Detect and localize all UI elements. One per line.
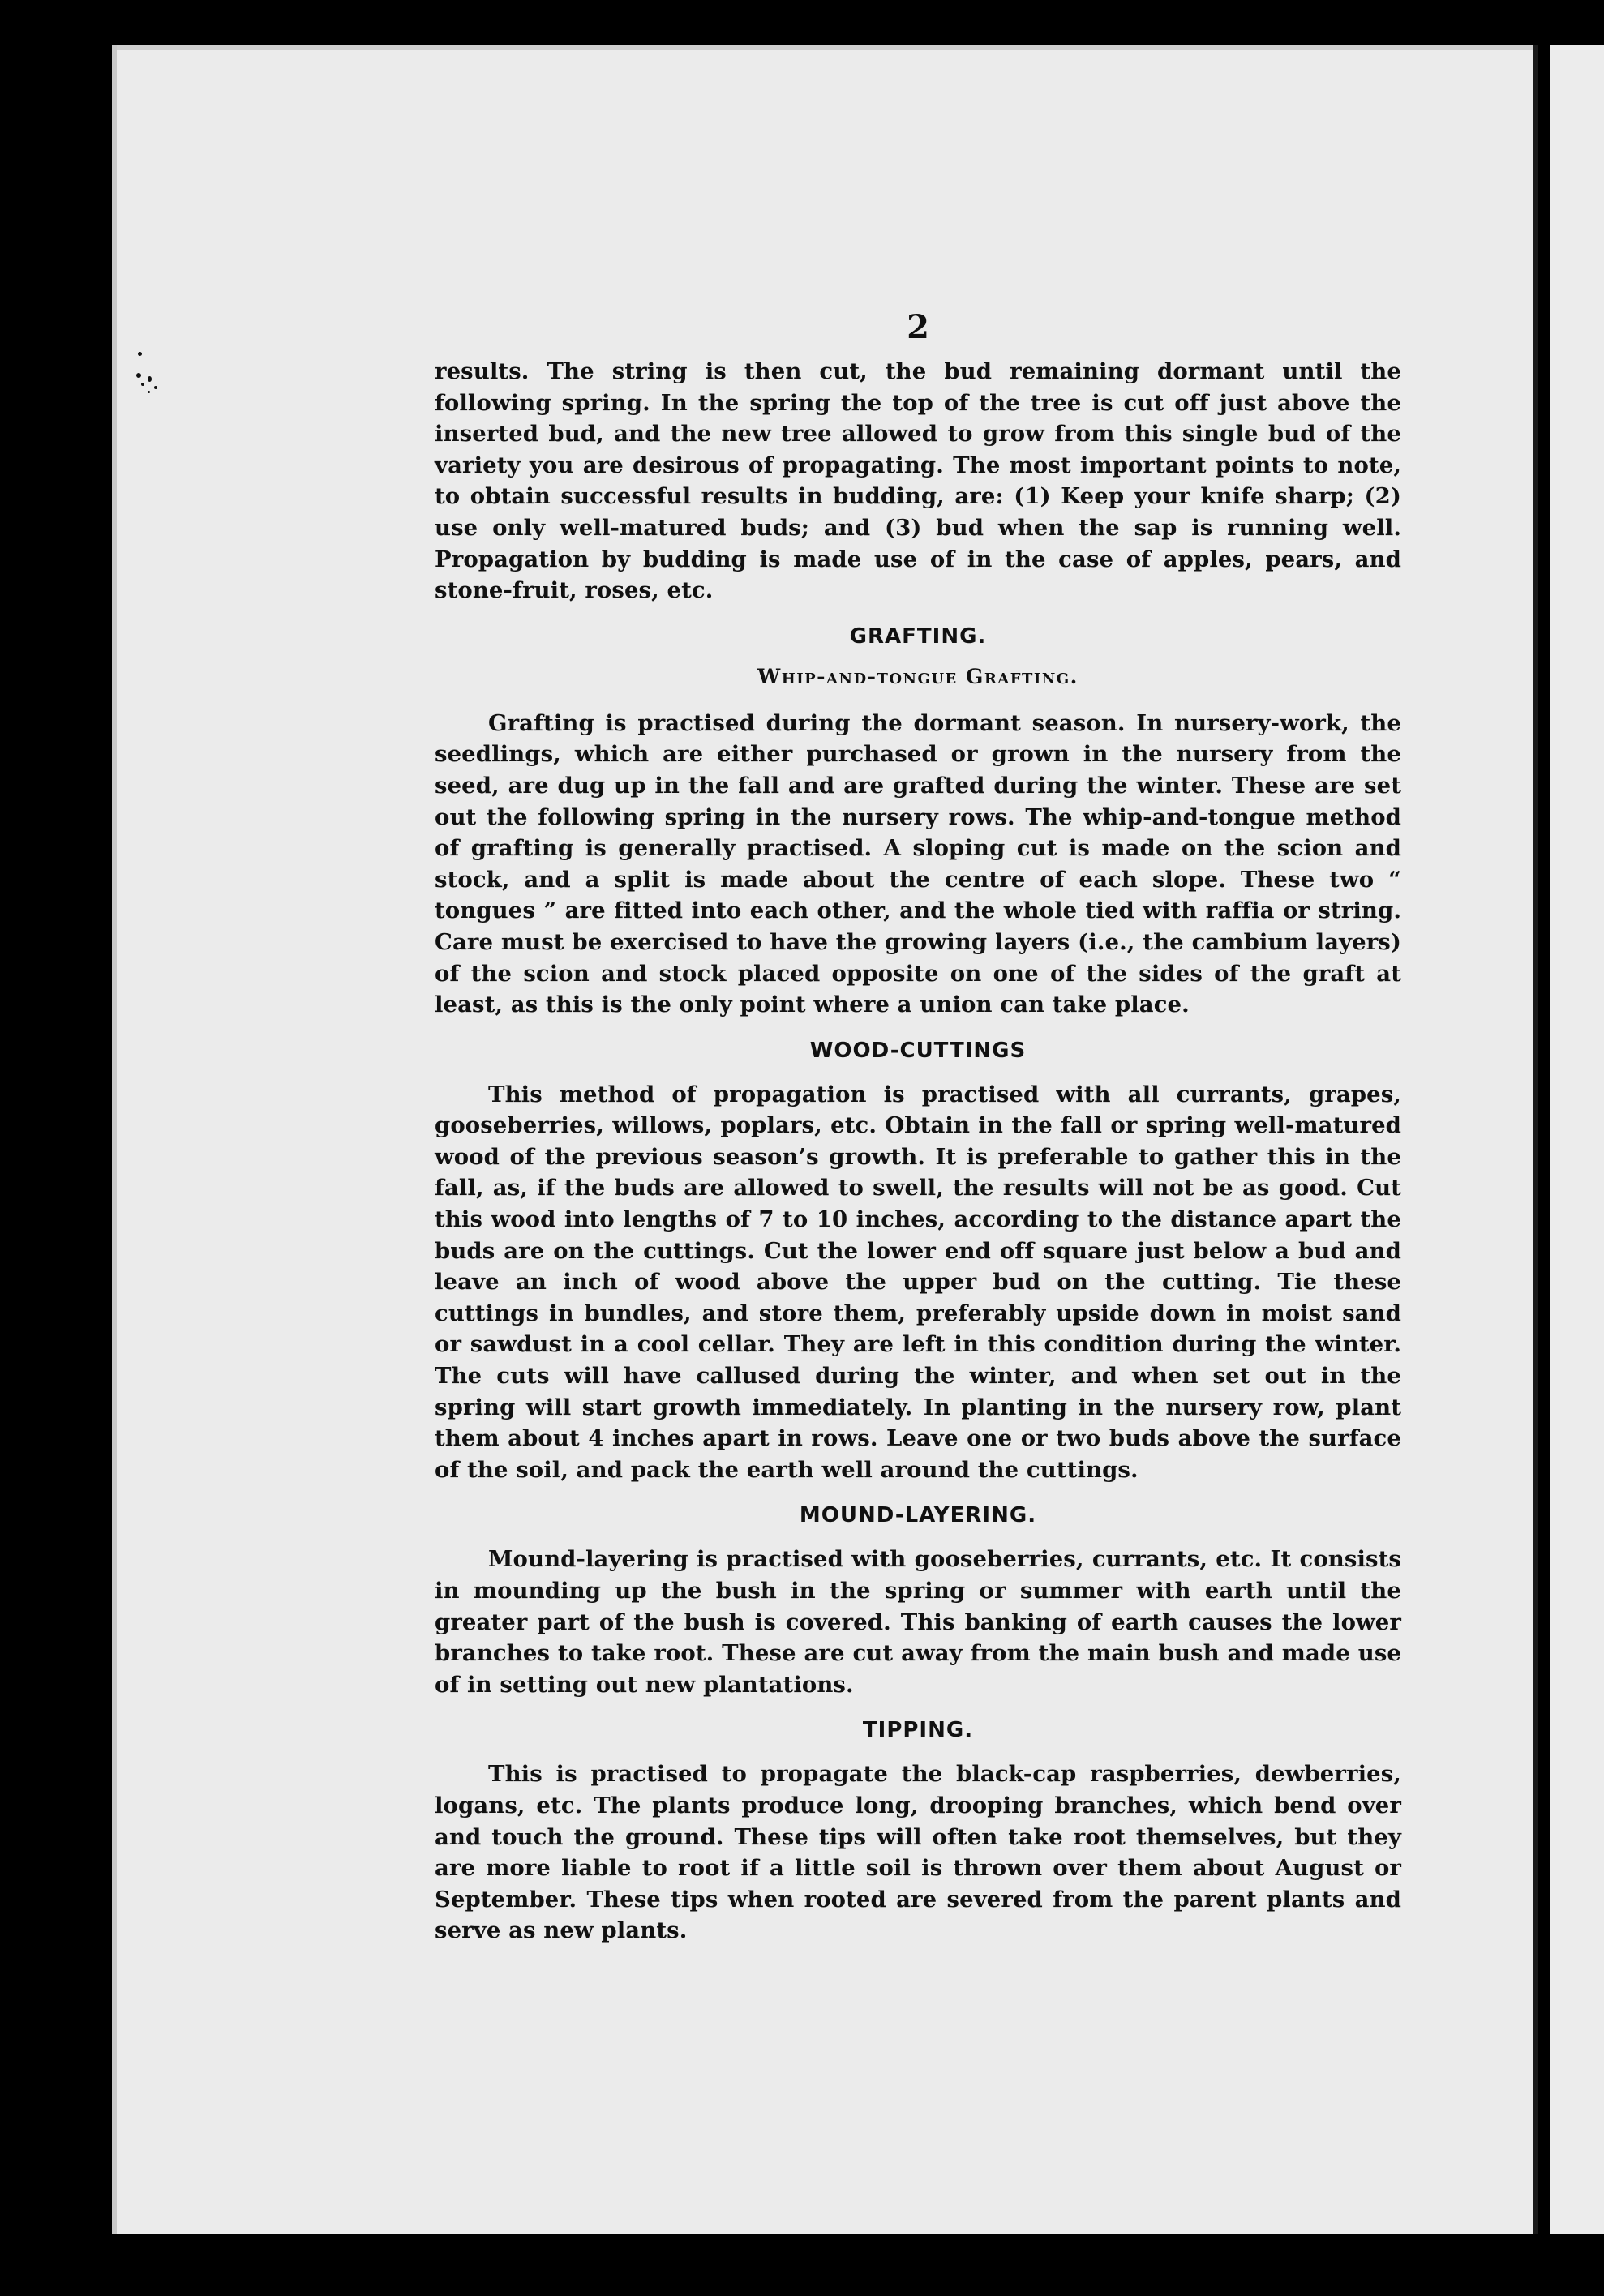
wood-cuttings-paragraph: This method of propagation is practised with all currants, grapes, gooseberries, willows, poplars, etc. Obtain in the fall or spring well-matured wood of the previous season’s growth. It is preferable to gather this in the fall, as, if the buds are allowed to swell, the results will not be as good. Cut this wood into lengths of 7 to 10 inches, according to the distance apart the buds are on the cuttings. Cut the lower end off square just below a bud and leave an inch of wood above the upper bud on the cutting. Tie these cuttings in bundles, and store them, preferably upside down in moist sand or sawdust in a cool cellar. They are left in this condition during the winter. The cuts will have callused during the winter, and when set out in the spring will start growth immediately. In planting in the nursery row, plant them about 4 inches apart in rows. Leave one or two buds above the surface of the soil, and pack the earth well around the cuttings. xyxy=(435,1081,1401,1483)
budding-paragraph-end: results. The string is then cut, the bud remaining dormant until the following spring. In the spring the top of the tree is cut off just above the inserted bud, and the new tree allowed to grow from this single bud of the variety you are desirous of propagating. The most important points to note, to obtain successful results in budding, are: (1) Keep your knife sharp; (2) use only well-matured buds; and (3) bud when the sap is running well. Propagation by budding is made use of in the case of apples, pears, and stone-fruit, roses, etc. xyxy=(435,358,1401,604)
adjacent-page-strip xyxy=(1550,45,1604,2234)
heading-wood-cuttings: WOOD-CUTTINGS xyxy=(809,1038,1027,1063)
tipping-paragraph: This is practised to propagate the black-cap raspberries, dewberries, logans, etc. The plants produce long, drooping branches, which bend over and touch the ground. These tips will often take root themselves, but they are more liable to root if a little soil is thrown over them about August or September. These tips when rooted are severed from the parent plants and serve as new plants. xyxy=(435,1761,1401,1944)
page-content xyxy=(435,308,1401,1947)
heading-grafting: GRAFTING. xyxy=(849,623,987,649)
heading-mound-layering: MOUND-LAYERING. xyxy=(799,1503,1037,1528)
mound-layering-paragraph: Mound-layering is practised with gooseberries, currants, etc. It consists in mounding up the bush in the spring or summer with earth until the greater part of the bush is covered. This banking of earth causes the lower branches to take root. These are cut away from the main bush and made use of in setting out new plantations. xyxy=(435,1546,1401,1698)
subheading-whip-and-tongue: Whip-and-tongue Grafting. xyxy=(757,664,1079,688)
page-number: 2 xyxy=(907,308,929,346)
scan-specks xyxy=(136,350,169,415)
page-edge xyxy=(1533,45,1538,2234)
grafting-paragraph: Grafting is practised during the dormant season. In nursery-work, the seedlings, which are either purchased or grown in the nursery from the seed, are dug up in the fall and are grafted during the winter. These are set out the following spring in the nursery rows. The whip-and-tongue method of grafting is generally practised. A sloping cut is made on the scion and stock, and a split is made about the centre of each slope. These two “ tongues ” are fitted into each other, and the whole tied with raffia or string. Care must be exercised to have the growing layers (i.e., the cambium layers) of the scion and stock placed opposite on one of the sides of the graft at least, as this is the only point where a union can take place. xyxy=(435,709,1401,1018)
heading-tipping: TIPPING. xyxy=(862,1718,974,1743)
